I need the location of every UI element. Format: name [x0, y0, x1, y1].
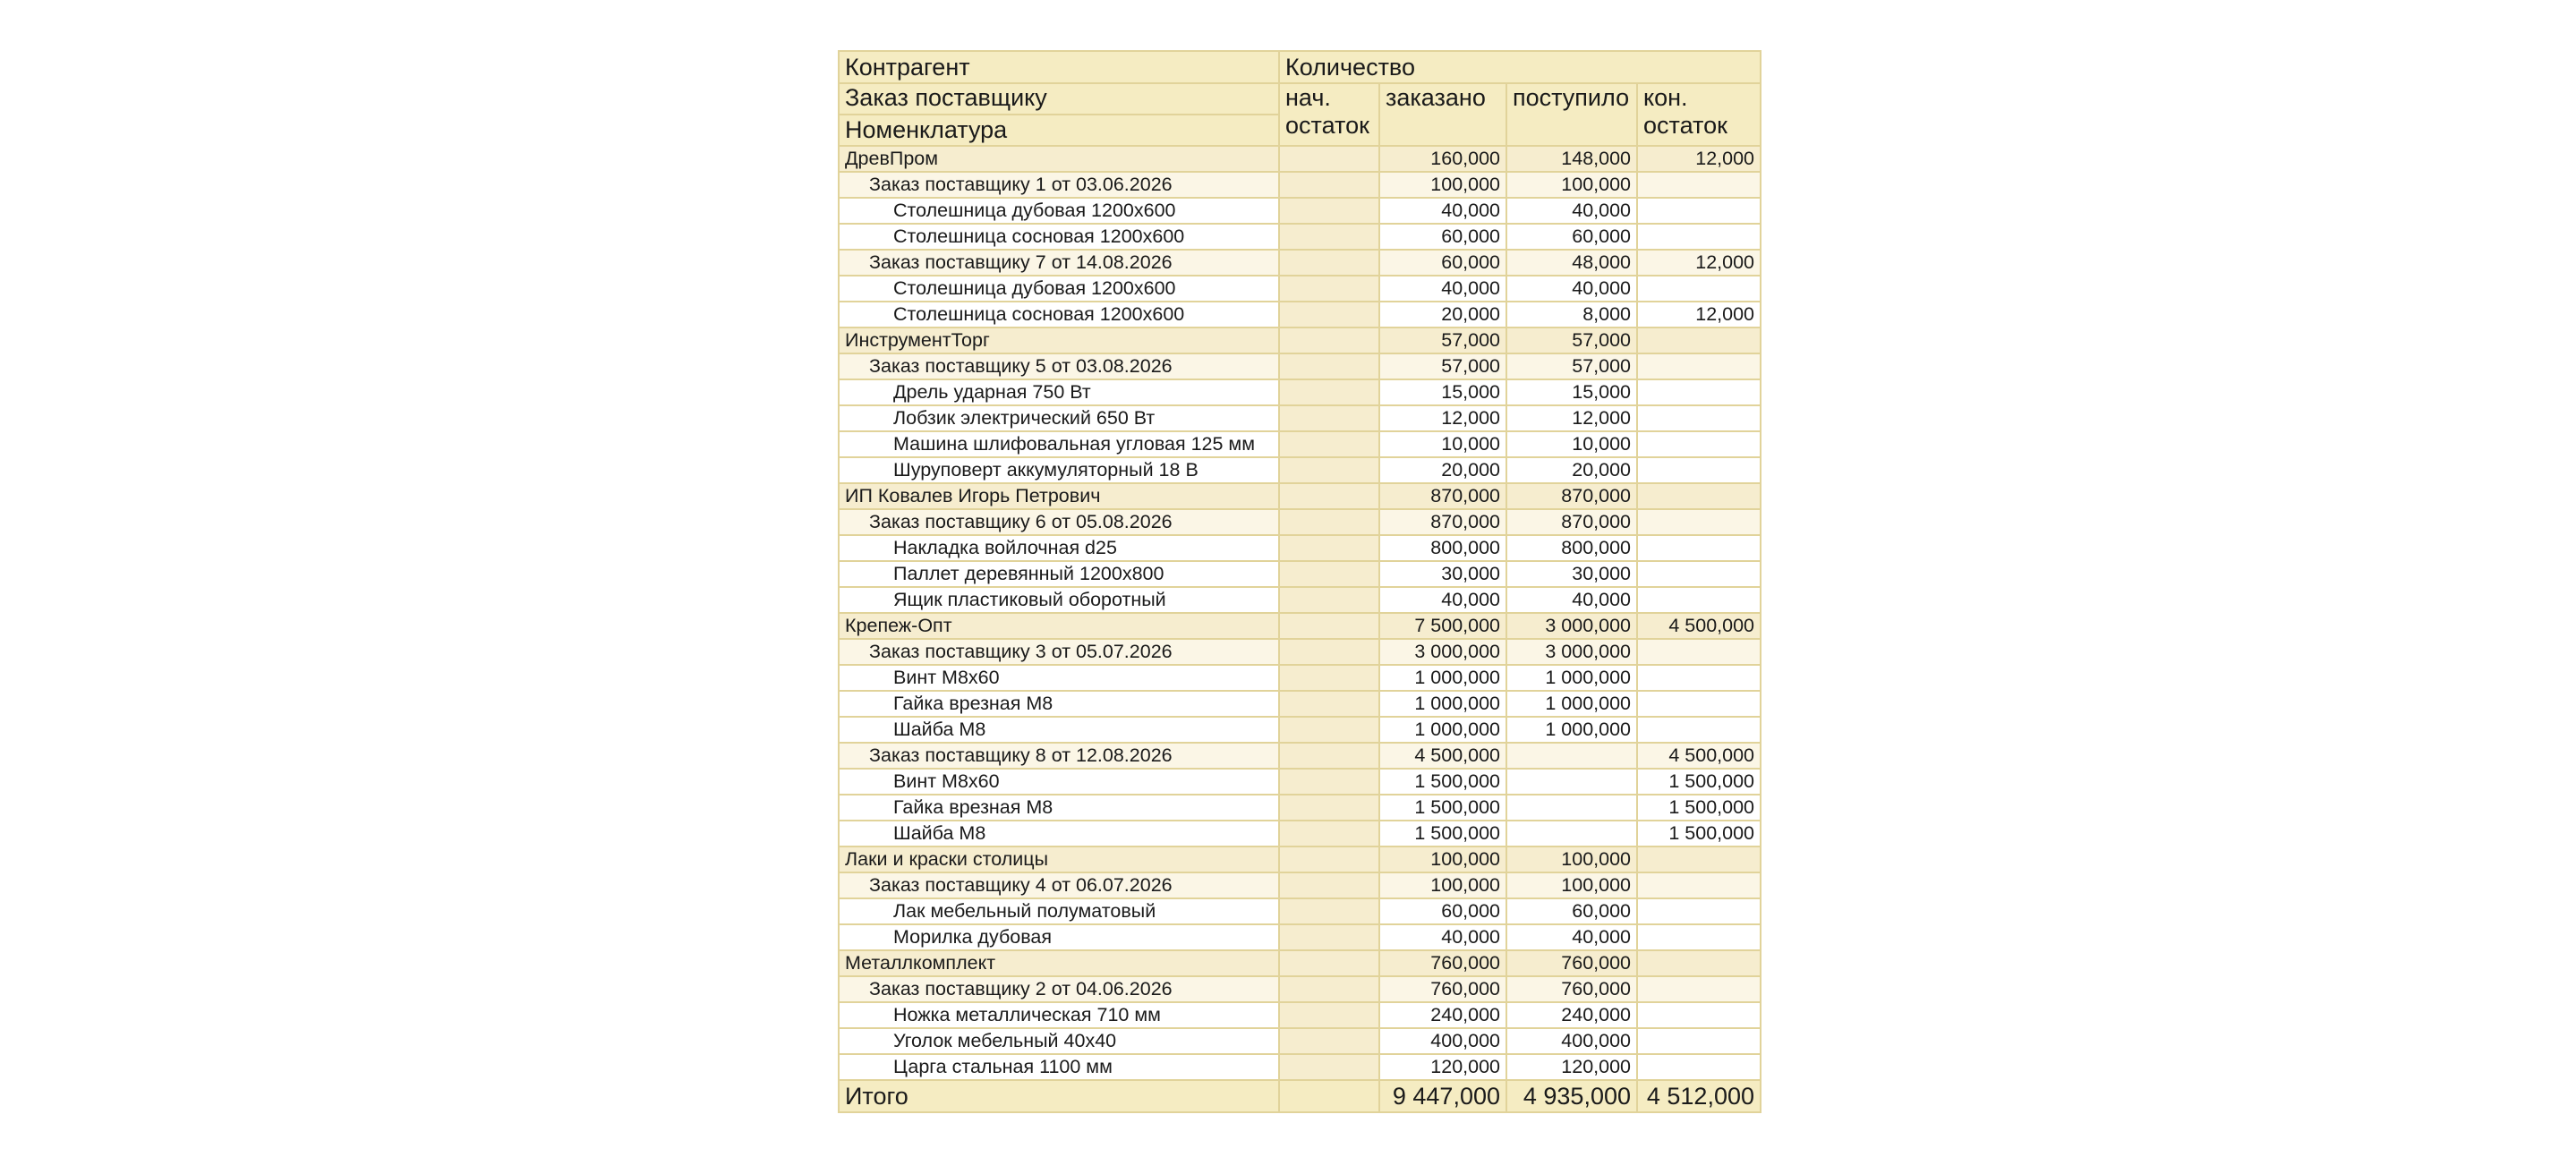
cell-name: ИнструментТорг	[839, 328, 1279, 353]
cell-ordered: 400,000	[1379, 1028, 1506, 1054]
cell-name: Паллет деревянный 1200х800	[839, 561, 1279, 587]
cell-ordered: 57,000	[1379, 353, 1506, 379]
cell-name: Винт М8х60	[839, 769, 1279, 795]
cell-received: 800,000	[1506, 535, 1637, 561]
item-row	[839, 795, 1761, 821]
cell-start-balance	[1279, 613, 1379, 639]
cell-received: 3 000,000	[1506, 639, 1637, 665]
cell-ordered: 60,000	[1379, 250, 1506, 276]
total-received: 4 935,000	[1506, 1080, 1637, 1112]
total-end-balance: 4 512,000	[1637, 1080, 1761, 1112]
cell-ordered: 100,000	[1379, 872, 1506, 898]
cell-start-balance	[1279, 1002, 1379, 1028]
cell-ordered: 40,000	[1379, 587, 1506, 613]
cell-start-balance	[1279, 898, 1379, 924]
cell-start-balance	[1279, 1054, 1379, 1080]
cell-ordered: 1 500,000	[1379, 821, 1506, 846]
cell-ordered: 1 000,000	[1379, 691, 1506, 717]
cell-end-balance	[1637, 172, 1761, 198]
header-nomenclature: Номенклатура	[839, 115, 1279, 146]
cell-ordered: 760,000	[1379, 950, 1506, 976]
cell-ordered: 1 500,000	[1379, 795, 1506, 821]
cell-start-balance	[1279, 431, 1379, 457]
cell-received: 100,000	[1506, 846, 1637, 872]
order-row	[839, 872, 1761, 898]
cell-start-balance	[1279, 665, 1379, 691]
cell-name: Столешница дубовая 1200х600	[839, 198, 1279, 224]
item-row	[839, 821, 1761, 846]
cell-received: 760,000	[1506, 950, 1637, 976]
item-row	[839, 717, 1761, 743]
cell-received: 10,000	[1506, 431, 1637, 457]
item-row	[839, 457, 1761, 483]
cell-ordered: 15,000	[1379, 379, 1506, 405]
item-row	[839, 1054, 1761, 1080]
cell-received: 57,000	[1506, 328, 1637, 353]
cell-end-balance	[1637, 379, 1761, 405]
item-row	[839, 1028, 1761, 1054]
cell-received	[1506, 821, 1637, 846]
cell-received: 240,000	[1506, 1002, 1637, 1028]
cell-received: 100,000	[1506, 172, 1637, 198]
cell-start-balance	[1279, 743, 1379, 769]
header-supplier-order: Заказ поставщику	[839, 83, 1279, 115]
cell-start-balance	[1279, 379, 1379, 405]
cell-name: Ножка металлическая 710 мм	[839, 1002, 1279, 1028]
cell-end-balance	[1637, 483, 1761, 509]
cell-end-balance	[1637, 924, 1761, 950]
cell-name: Винт М8х60	[839, 665, 1279, 691]
order-row	[839, 743, 1761, 769]
cell-start-balance	[1279, 172, 1379, 198]
cell-start-balance	[1279, 405, 1379, 431]
cell-name: Шуруповерт аккумуляторный 18 В	[839, 457, 1279, 483]
cell-name: Лобзик электрический 650 Вт	[839, 405, 1279, 431]
item-row	[839, 769, 1761, 795]
cell-end-balance: 1 500,000	[1637, 821, 1761, 846]
cell-received: 60,000	[1506, 224, 1637, 250]
counterparty-row	[839, 483, 1761, 509]
cell-end-balance: 4 500,000	[1637, 743, 1761, 769]
cell-name: Лаки и краски столицы	[839, 846, 1279, 872]
cell-start-balance	[1279, 821, 1379, 846]
cell-received: 40,000	[1506, 198, 1637, 224]
item-row	[839, 924, 1761, 950]
cell-name: Гайка врезная М8	[839, 691, 1279, 717]
cell-name: Заказ поставщику 3 от 05.07.2026	[839, 639, 1279, 665]
header-counterparty: Контрагент	[839, 51, 1279, 83]
cell-received	[1506, 795, 1637, 821]
cell-received: 148,000	[1506, 146, 1637, 172]
cell-start-balance	[1279, 639, 1379, 665]
cell-start-balance	[1279, 769, 1379, 795]
cell-name: Металлкомплект	[839, 950, 1279, 976]
cell-ordered: 160,000	[1379, 146, 1506, 172]
report-table	[838, 50, 1761, 1113]
cell-start-balance	[1279, 224, 1379, 250]
cell-end-balance	[1637, 665, 1761, 691]
cell-ordered: 60,000	[1379, 898, 1506, 924]
cell-name: Заказ поставщику 4 от 06.07.2026	[839, 872, 1279, 898]
cell-start-balance	[1279, 483, 1379, 509]
cell-end-balance: 4 500,000	[1637, 613, 1761, 639]
cell-received: 760,000	[1506, 976, 1637, 1002]
cell-name: Заказ поставщику 8 от 12.08.2026	[839, 743, 1279, 769]
cell-end-balance	[1637, 224, 1761, 250]
item-row	[839, 302, 1761, 328]
cell-received: 60,000	[1506, 898, 1637, 924]
cell-start-balance	[1279, 924, 1379, 950]
cell-start-balance	[1279, 872, 1379, 898]
cell-received: 57,000	[1506, 353, 1637, 379]
order-row	[839, 250, 1761, 276]
cell-ordered: 40,000	[1379, 924, 1506, 950]
header-end-balance: кон. остаток	[1637, 83, 1761, 146]
cell-name: Шайба М8	[839, 821, 1279, 846]
cell-ordered: 12,000	[1379, 405, 1506, 431]
cell-ordered: 20,000	[1379, 457, 1506, 483]
header-quantity: Количество	[1279, 51, 1761, 83]
cell-start-balance	[1279, 691, 1379, 717]
cell-start-balance	[1279, 276, 1379, 302]
order-row	[839, 976, 1761, 1002]
order-row	[839, 509, 1761, 535]
cell-end-balance	[1637, 353, 1761, 379]
cell-name: Ящик пластиковый оборотный	[839, 587, 1279, 613]
order-row	[839, 639, 1761, 665]
cell-ordered: 20,000	[1379, 302, 1506, 328]
cell-received	[1506, 743, 1637, 769]
cell-ordered: 3 000,000	[1379, 639, 1506, 665]
counterparty-row	[839, 146, 1761, 172]
cell-start-balance	[1279, 1028, 1379, 1054]
cell-name: Заказ поставщику 2 от 04.06.2026	[839, 976, 1279, 1002]
cell-ordered: 870,000	[1379, 509, 1506, 535]
cell-end-balance	[1637, 898, 1761, 924]
cell-received: 1 000,000	[1506, 691, 1637, 717]
item-row	[839, 379, 1761, 405]
cell-start-balance	[1279, 250, 1379, 276]
cell-end-balance	[1637, 1054, 1761, 1080]
cell-end-balance	[1637, 1028, 1761, 1054]
cell-ordered: 1 000,000	[1379, 717, 1506, 743]
cell-received: 20,000	[1506, 457, 1637, 483]
cell-ordered: 4 500,000	[1379, 743, 1506, 769]
cell-received: 12,000	[1506, 405, 1637, 431]
total-ordered: 9 447,000	[1379, 1080, 1506, 1112]
cell-end-balance	[1637, 328, 1761, 353]
cell-ordered: 800,000	[1379, 535, 1506, 561]
cell-name: Столешница сосновая 1200х600	[839, 224, 1279, 250]
cell-name: Морилка дубовая	[839, 924, 1279, 950]
cell-start-balance	[1279, 509, 1379, 535]
cell-name: Заказ поставщику 6 от 05.08.2026	[839, 509, 1279, 535]
cell-received: 40,000	[1506, 924, 1637, 950]
cell-ordered: 10,000	[1379, 431, 1506, 457]
cell-end-balance	[1637, 431, 1761, 457]
cell-end-balance	[1637, 872, 1761, 898]
cell-name: Дрель ударная 750 Вт	[839, 379, 1279, 405]
cell-start-balance	[1279, 535, 1379, 561]
cell-name: Заказ поставщику 1 от 03.06.2026	[839, 172, 1279, 198]
cell-received: 8,000	[1506, 302, 1637, 328]
cell-received	[1506, 769, 1637, 795]
counterparty-row	[839, 950, 1761, 976]
item-row	[839, 276, 1761, 302]
cell-start-balance	[1279, 561, 1379, 587]
cell-end-balance: 12,000	[1637, 146, 1761, 172]
total-start-balance	[1279, 1080, 1379, 1112]
cell-ordered: 30,000	[1379, 561, 1506, 587]
item-row	[839, 561, 1761, 587]
cell-end-balance	[1637, 691, 1761, 717]
cell-name: Лак мебельный полуматовый	[839, 898, 1279, 924]
cell-start-balance	[1279, 198, 1379, 224]
cell-received: 40,000	[1506, 587, 1637, 613]
cell-received: 3 000,000	[1506, 613, 1637, 639]
header-row-1	[839, 51, 1761, 83]
item-row	[839, 691, 1761, 717]
item-row	[839, 587, 1761, 613]
cell-start-balance	[1279, 328, 1379, 353]
item-row	[839, 535, 1761, 561]
cell-end-balance: 12,000	[1637, 250, 1761, 276]
cell-start-balance	[1279, 795, 1379, 821]
cell-received: 40,000	[1506, 276, 1637, 302]
cell-name: Накладка войлочная d25	[839, 535, 1279, 561]
cell-start-balance	[1279, 146, 1379, 172]
cell-received: 48,000	[1506, 250, 1637, 276]
header-received: поступило	[1506, 83, 1637, 146]
cell-end-balance	[1637, 457, 1761, 483]
counterparty-row	[839, 846, 1761, 872]
cell-ordered: 40,000	[1379, 276, 1506, 302]
header-row-2	[839, 83, 1761, 115]
item-row	[839, 1002, 1761, 1028]
item-row	[839, 198, 1761, 224]
cell-received: 100,000	[1506, 872, 1637, 898]
cell-ordered: 760,000	[1379, 976, 1506, 1002]
cell-end-balance	[1637, 587, 1761, 613]
item-row	[839, 431, 1761, 457]
order-row	[839, 172, 1761, 198]
cell-received: 870,000	[1506, 483, 1637, 509]
cell-start-balance	[1279, 457, 1379, 483]
cell-end-balance	[1637, 717, 1761, 743]
total-row	[839, 1080, 1761, 1112]
cell-end-balance	[1637, 950, 1761, 976]
cell-start-balance	[1279, 976, 1379, 1002]
cell-name: Столешница дубовая 1200х600	[839, 276, 1279, 302]
cell-ordered: 7 500,000	[1379, 613, 1506, 639]
cell-start-balance	[1279, 846, 1379, 872]
cell-ordered: 57,000	[1379, 328, 1506, 353]
cell-name: Шайба М8	[839, 717, 1279, 743]
cell-end-balance: 1 500,000	[1637, 769, 1761, 795]
cell-received: 870,000	[1506, 509, 1637, 535]
cell-end-balance	[1637, 405, 1761, 431]
cell-received: 15,000	[1506, 379, 1637, 405]
counterparty-row	[839, 328, 1761, 353]
cell-received: 120,000	[1506, 1054, 1637, 1080]
cell-name: Столешница сосновая 1200х600	[839, 302, 1279, 328]
cell-received: 400,000	[1506, 1028, 1637, 1054]
counterparty-row	[839, 613, 1761, 639]
cell-name: Заказ поставщику 7 от 14.08.2026	[839, 250, 1279, 276]
cell-ordered: 1 500,000	[1379, 769, 1506, 795]
cell-ordered: 120,000	[1379, 1054, 1506, 1080]
cell-end-balance	[1637, 639, 1761, 665]
cell-ordered: 60,000	[1379, 224, 1506, 250]
cell-end-balance	[1637, 509, 1761, 535]
cell-start-balance	[1279, 302, 1379, 328]
cell-name: Гайка врезная М8	[839, 795, 1279, 821]
header-ordered: заказано	[1379, 83, 1506, 146]
cell-name: Уголок мебельный 40х40	[839, 1028, 1279, 1054]
cell-end-balance	[1637, 976, 1761, 1002]
cell-ordered: 40,000	[1379, 198, 1506, 224]
cell-end-balance: 1 500,000	[1637, 795, 1761, 821]
cell-name: ИП Ковалев Игорь Петрович	[839, 483, 1279, 509]
total-label: Итого	[839, 1080, 1279, 1112]
cell-start-balance	[1279, 717, 1379, 743]
cell-end-balance	[1637, 198, 1761, 224]
cell-end-balance	[1637, 535, 1761, 561]
order-row	[839, 353, 1761, 379]
header-start-balance: нач. остаток	[1279, 83, 1379, 146]
cell-ordered: 870,000	[1379, 483, 1506, 509]
cell-ordered: 240,000	[1379, 1002, 1506, 1028]
cell-ordered: 100,000	[1379, 172, 1506, 198]
item-row	[839, 665, 1761, 691]
cell-name: Машина шлифовальная угловая 125 мм	[839, 431, 1279, 457]
cell-name: ДревПром	[839, 146, 1279, 172]
item-row	[839, 224, 1761, 250]
cell-ordered: 100,000	[1379, 846, 1506, 872]
cell-end-balance	[1637, 561, 1761, 587]
cell-end-balance	[1637, 846, 1761, 872]
cell-received: 1 000,000	[1506, 665, 1637, 691]
cell-end-balance: 12,000	[1637, 302, 1761, 328]
cell-end-balance	[1637, 1002, 1761, 1028]
cell-name: Крепеж-Опт	[839, 613, 1279, 639]
cell-received: 1 000,000	[1506, 717, 1637, 743]
cell-name: Заказ поставщику 5 от 03.08.2026	[839, 353, 1279, 379]
cell-end-balance	[1637, 276, 1761, 302]
item-row	[839, 898, 1761, 924]
cell-start-balance	[1279, 587, 1379, 613]
cell-start-balance	[1279, 353, 1379, 379]
cell-ordered: 1 000,000	[1379, 665, 1506, 691]
cell-start-balance	[1279, 950, 1379, 976]
cell-received: 30,000	[1506, 561, 1637, 587]
cell-name: Царга стальная 1100 мм	[839, 1054, 1279, 1080]
item-row	[839, 405, 1761, 431]
